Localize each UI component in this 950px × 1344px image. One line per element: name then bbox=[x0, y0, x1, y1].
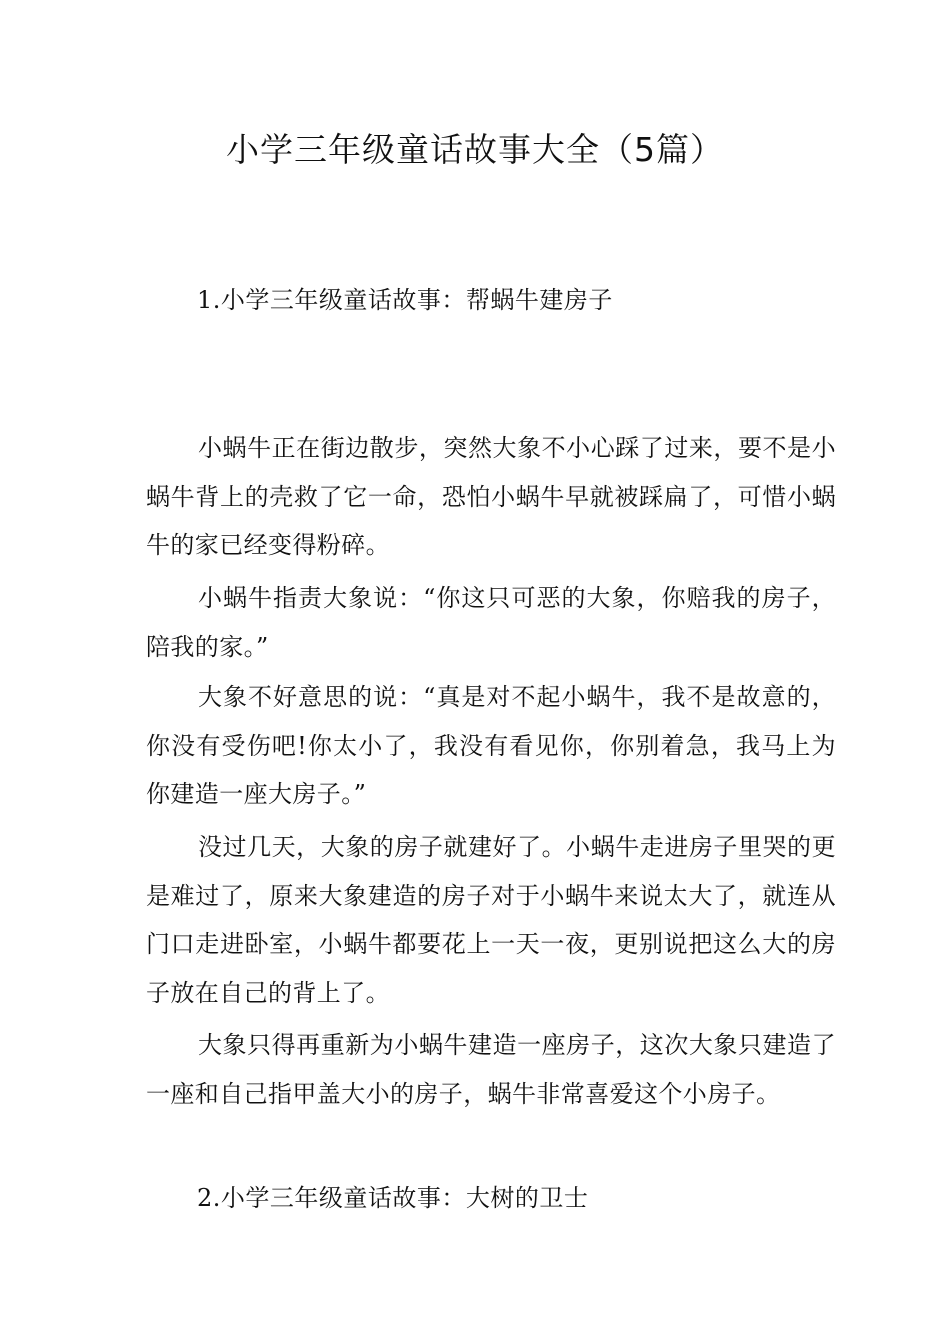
paragraph-3: 大象不好意思的说：“真是对不起小蜗牛，我不是故意的，你没有受伤吧!你太小了，我没有看见你，你别着急，我马上为你建造一座大房子。” bbox=[146, 683, 836, 808]
section-heading-1: 1.小学三年级童话故事：帮蜗牛建房子 bbox=[197, 286, 613, 314]
paragraph-5: 大象只得再重新为小蜗牛建造一座房子，这次大象只建造了一座和自己指甲盖大小的房子，蜗牛非常喜爱这个小房子。 bbox=[146, 1031, 836, 1108]
document-title: 小学三年级童话故事大全（5篇） bbox=[226, 130, 724, 169]
paragraph-4: 没过几天，大象的房子就建好了。小蜗牛走进房子里哭的更是难过了，原来大象建造的房子对于小蜗牛来说太大了，就连从门口走进卧室，小蜗牛都要花上一天一夜，更别说把这么大的房子放在自己的背上了。 bbox=[146, 833, 836, 1007]
section-heading-2: 2.小学三年级童话故事：大树的卫士 bbox=[197, 1184, 589, 1212]
paragraph-2: 小蜗牛指责大象说：“你这只可恶的大象，你赔我的房子，陪我的家。” bbox=[146, 584, 836, 661]
paragraph-1: 小蜗牛正在街边散步，突然大象不小心踩了过来，要不是小蜗牛背上的壳救了它一命，恐怕小蜗牛早就被踩扁了，可惜小蜗牛的家已经变得粉碎。 bbox=[146, 434, 836, 559]
